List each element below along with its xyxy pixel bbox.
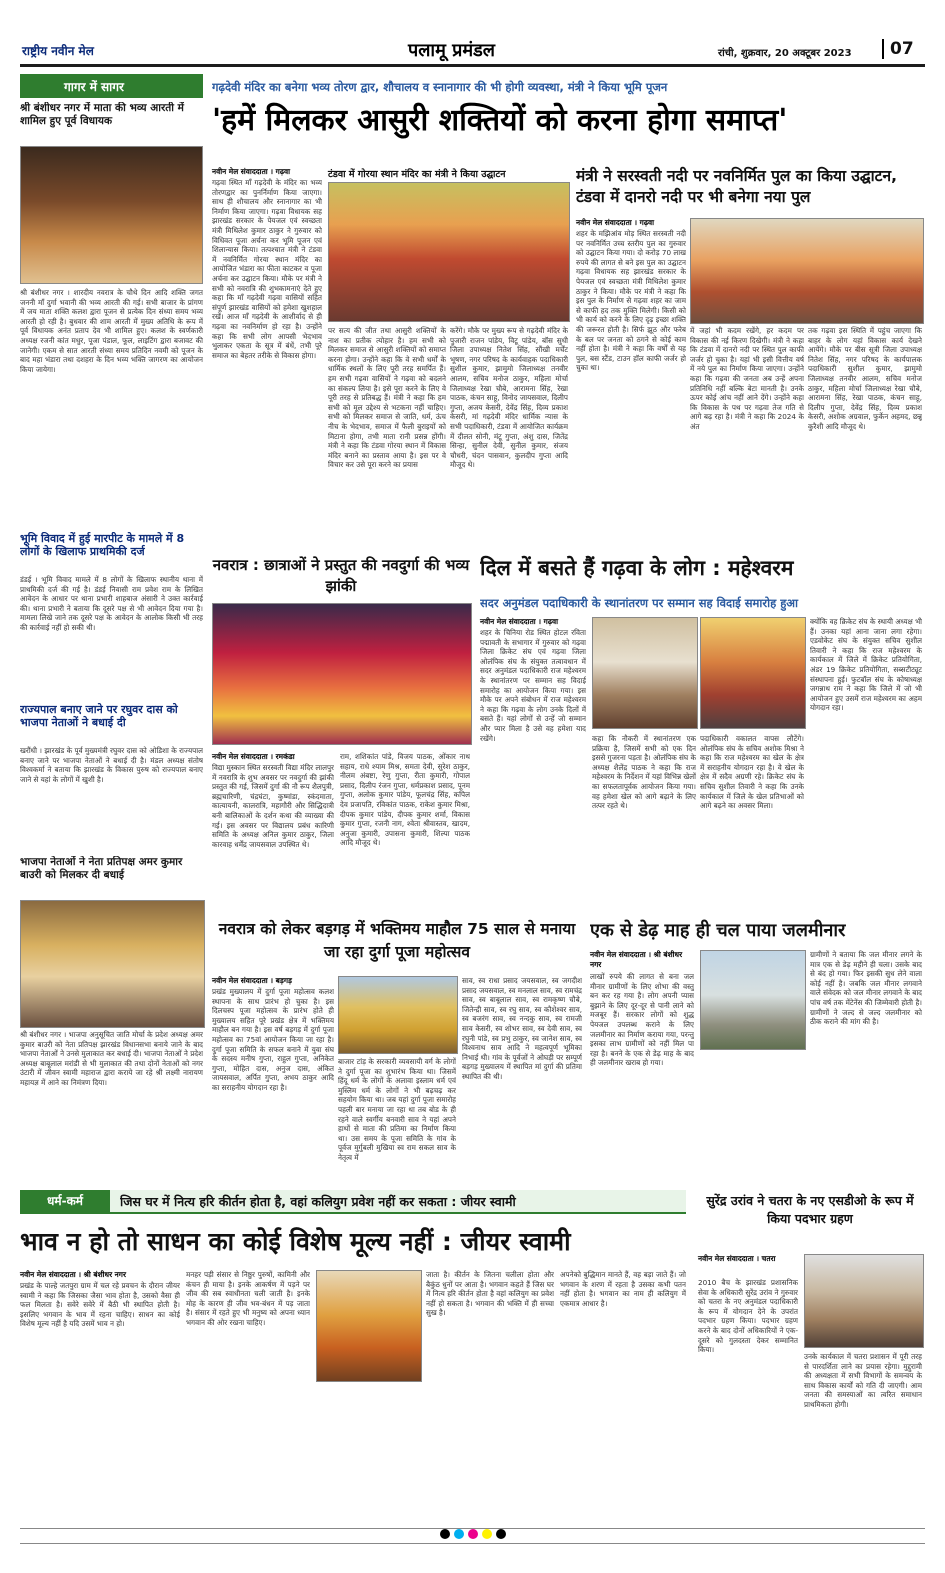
navratri-col2: राम, शशिकांत पांडे, विजय पाठक, ओंकार नाथ सहाय, राधे श्याम मिश्र, समता देवी, सुरेश ठाकुर, नीलम अंबष्टा, रेणु गुप्ता, रीता कुमारी, गोपाल प्रसाद, दिलीप रंजन गुप्ता, धर्मप्रकाश प्रसाद, पूनम गुप्ता, अलोक कुमार पांडेय, फूलचंद्र सिंह, कपिल देव प्रजापति, रविकांत पाठक, राकेश कुमार मिश्रा, दीपक कुमार पांडेय, दीपक कुमार शर्मा, विकास कुमार गुप्ता, रजनी नाग, श्वेता श्रीवास्तव, खादम, अनुजा कुमारी, उपासना कुमारी, शिल्पा पाठक आदि मौजूद थे।	[340, 752, 470, 848]
color-registration-bar	[20, 1528, 925, 1544]
page-number: 07	[882, 39, 914, 59]
bjp-leaders-photo	[20, 900, 205, 1028]
story-1-body: श्री बंशीधर नगर । शारदीय नवरात्र के चौथे दिन आदि शक्ति जगत जननी माँ दुर्गा भवानी की भव्य आरती की गई। सभी बाजार के प्रांगण में जय माता शक्ति कलश द्वारा पूजन से प्रत्येक दिन संध्या समय भव्य आरती हो रही है। बुधवार की शाम आरती में मुख्य अतिथि के रूप में पूर्व विधायक अनंत प्रताप देव भी शामिल हुए। कलश के स्वर्णकारी अध्यक्ष रजनी कांत मधुर, पूजा पंडाल, फूल, लाइटिंग द्वारा बजावट की जानेगी। एकम से सात आरती संध्या समय प्रतिदिन नवमी को पूजन के बाद महा भंडारा तथा दशहरा के दिन भव्य भक्ति जागरण का आयोजन किया जायेगा।	[20, 288, 203, 374]
story-4-headline: भाजपा नेताओं ने नेता प्रतिपक्ष अमर कुमार बाउरी को मिलकर दी बधाई	[20, 856, 183, 881]
durga-byline: नवीन मेल संवाददाता । बड़गड़	[212, 976, 292, 985]
top-story-col2: पर सत्य की जीत तथा आसुरी शक्तियों के नाश का प्रतीक त्योहार है। हम सभी को मिलकर समाज से आसुरी शक्तियों को समाप्त करना होगा। उन्होंने कहा कि वे सभी धर्मों के धार्मिक स्थलों के लिए पूरी तरह समर्पित हैं। हम सभी गढ़वा वासियों ने गढ़वा को बदलने का संकल्प लिया है। इसे पूरा करने के लिए वे पूरी तरह से प्रतिबद्ध हैं। मंत्री ने कहा कि हम सभी को मूल उद्देश्य से भटकना नहीं चाहिए। सभी को मिलकर समाज से जाति, धर्म, ऊंच नीच के भेदभाव, समाज में फैली बुराइयों को मिटाना होगा, तभी माता रानी प्रसन्न होंगी। मंत्री ने कहा कि टंडवा गोरया स्थान में विकास मंदिर बनाने का प्रस्ताव आया है। इस पर वे विचार कर उसे पूरा करने का प्रयास	[328, 326, 446, 470]
new-sdo-byline: नवीन मेल संवाददाता । चतरा	[698, 1254, 776, 1263]
navratri-byline: नवीन मेल संवाददाता । रमकंडा	[212, 752, 295, 761]
top-story-col1: गढ़वा स्थित माँ गढ़देवी के मंदिर का भव्य तोरणद्वार का पुनर्निर्माण किया जाएगा। साथ ही शौचालय और स्नानागार का भी निर्माण किया जाएगा। गढ़वा विधायक सह झारखंड सरकार के पेयजल एवं स्वच्छता मंत्री मिथिलेश कुमार ठाकुर ने गुरुवार को विधिवत पूजा अर्चना कर भूमि पूजन एवं शिलान्यास किया। तत्पश्चात मंत्री ने टंडवा में नवनिर्मित गोरया स्थान मंदिर का आयोजित भंडारा का फीता काटकर व पूजा अर्चना कर उद्घाटन किया। मौके पर मंत्री ने सभी को नवरात्रि की शुभकामनाएं देते हुए कहा कि माँ गढ़देवी गढ़वा वासियों सहित संपूर्ण झारखंड वासियों को हमेशा खुशहाल रखें। आज माँ गढ़देवी के आशीर्वाद से ही गढ़वा का नवनिर्माण हो रहा है। उन्होंने कहा कि सभी लोग आपसी भेदभाव भुलाकर एकता के सूत्र में बंधें, तभी पूरे समाज का बेहतर तरीके से विकास होगा।	[212, 178, 322, 360]
bridge-photo	[690, 218, 924, 324]
durga-col1: प्रखंड मुख्यालय में दुर्गा पूजा महोत्सव कलश स्थापना के साथ प्रारंभ हो चुका है। इस दिलचस्प पूजा महोत्सव के प्रारंभ होते ही मुख्यालय सहित पूरे प्रखंड क्षेत्र में भक्तिमय माहौल बन गया है। इस वर्ष बड़गड़ में दुर्गा पूजा महोत्सव का 75वां आयोजन किया जा रहा है। दुर्गा पूजा समिति के सफल बनाने में युवा संघ के सदस्य मनीष गुप्ता, राहुल गुप्ता, अनिकेत गुप्ता, मोहित दास, अनुज दास, अंकित जायसवाल, अर्पित गुप्ता, अभय ठाकुर आदि का सराहनीय योगदान रहा है।	[212, 987, 334, 1092]
sdo-headline: दिल में बसते हैं गढ़वा के लोग : महेश्वरम	[480, 556, 794, 580]
jiyar-swami-photo	[316, 1270, 422, 1382]
dharm-banner	[20, 1190, 686, 1214]
jiyar-headline: भाव न हो तो साधन का कोई विशेष मूल्य नहीं : जीयर स्वामी	[20, 1227, 571, 1256]
bridge-col3: तक गढ़वा इस स्थिति में पहुंच जाएगा कि बाहर के लोग यहां विकास कार्य देखने आयेंगे। मौके पर बीस सूत्री जिला उपाध्यक्ष नितेश सिंह, नगर परिषद के कार्यपालक पदाधिकारी सुशील कुमार, झामुमो जिलाध्यक्ष तनवीर आलम, सचिव मनोज ठाकुर, महिला मोर्चा जिलाध्यक्ष रेखा चौबे, आरामना सिंह, रेखा पाठक, कंचन साहू, दिलीप गुप्ता, देवेंद्र सिंह, दिव्य प्रकाश केसरी, अशोक अग्रवाल, फुर्केन अहमद, छन्नू कुरैशी आदि मौजूद थे।	[808, 326, 922, 431]
jalminar-photo	[700, 950, 806, 1050]
new-sdo-headline: सुरेंद्र उरांव ने चतरा के नए एसडीओ के रूप में किया पदभार ग्रहण	[706, 1193, 914, 1226]
top-story-col3: करेंगे। मौके पर मुख्य रूप से गढ़देवी मंदिर के पुजारी राजन पांडेय, विटू पांडेय, बॉस सुधी जिला उपाध्यक्ष नितेश सिंह, सौंखी मर्चेंट भूषण, नगर परिषद के कार्यवाहक पदाधिकारी सुशील कुमार, झामुमो जिलाध्यक्ष तनवीर आलम, सचिव मनोज ठाकुर, महिला मोर्चा जिलाध्यक्ष रेखा चौबे, आरामना सिंह, रेखा पाठक, कंचन साहू, विनोद जायसवाल, दिलीप गुप्ता, अजय केसरी, देवेंद्र सिंह, दिव्य प्रकाश केसरी, मां गढ़देवी मंदिर धार्मिक न्यास के सभी पदाधिकारी, टंडवा में आयोजित कार्यक्रम में दीलत सोनी, मंटू गुप्ता, अंशु दास, जितेंद्र सिन्हा, सुनील देवी, सुनील कुमार, संजय चौधरी, चंदन पासवान, कुलदीप गुप्ता आदि मौजूद थे।	[450, 326, 568, 470]
section-label: गागर में सागर	[20, 74, 203, 98]
bridge-col1: शहर के मझिआंव मोड़ स्थित सरस्वती नदी पर नवनिर्मित उच्च स्तरीय पुल का गुरुवार को उद्घाटन किया गया। दो करोड़ 70 लाख रुपये की लागत से बने इस पुल का उद्घाटन गढ़वा विधायक सह झारखंड सरकार के पेयजल एवं स्वच्छता मंत्री मिथिलेश कुमार ठाकुर ने किया। मौके पर मंत्री ने कहा कि इस पुल के निर्माण से गढ़वा शहर का जाम से काफी हद तक मुक्ति मिलेगी। किसी को भी कार्य को करने के लिए दृढ़ इच्छा शक्ति की जरूरत होती है। सिर्फ झूठ और फरेब के बल पर जनता को ठगने से कोई काम नहीं होता है। मंत्री ने कहा कि वर्षों से यह पुल, बस स्टैंड, टाउन हॉल काफी जर्जर हो चुका था।	[576, 229, 686, 373]
jiyar-byline: नवीन मेल संवाददाता । श्री बंशीधर नगर	[20, 1270, 126, 1279]
tandwa-caption: टंडवा में गोरया स्थान मंदिर का मंत्री ने किया उद्घाटन	[328, 169, 506, 180]
new-sdo-col2: उनके कार्यकाल में चतरा प्रशासन में पूरी तरह से पारदर्शिता लाने का प्रयास रहेगा। मुद्दुरामी की अध्यक्षता में सभी विभागों के समन्वय के साथ विकास कार्यों को गति दी जाएगी। आम जनता की समस्याओं का त्वरित समाधान प्राथमिकता होगी।	[804, 1352, 922, 1409]
sdo-col3: पदाधिकारी वकालत वापस लौटेंगे। ओलंपिक संघ के सचिव अशोक मिश्रा ने कहा कि राज महेश्वरम का खेल के क्षेत्र में सराहनीय योगदान रहा है। वे खेल के क्षेत्र में सदैव अग्रणी रहे। क्रिकेट संघ के सचिव सुशील तिवारी ने कहा कि उनके कार्यकाल में जिले के खेल प्रतिभाओं को आगे बढ़ने का अवसर मिला।	[700, 734, 804, 811]
sdo-col4: क्योंकि वह क्रिकेट संघ के स्थायी अध्यक्ष भी हैं। उनका यहां आना जाना लगा रहेगा। एडवोकेट संघ के संयुक्त सचिव सुशील तिवारी ने कहा कि राज महेश्वरम के कार्यकाल में जिले में क्रिकेट प्रतियोगिता, अंडर 19 क्रिकेट प्रतियोगिता, सब्सटीट्यूट संस्थापना हुई। फुटबॉल संघ के कोषाध्यक्ष जगन्नाथ राम ने कहा कि जिले में जो भी आयोजन हुए उसमें राज महेश्वरम का अहम योगदान रहा।	[810, 617, 922, 713]
jalminar-col1: लाखों रुपये की लागत से बना जल मीनार ग्रामीणों के लिए शोभा की वस्तु बन कर रह गया है। लोग अपनी प्यास बुझाने के लिए दूर-दूर से पानी लाने को मजबूर हैं। सरकार लोगों को शुद्ध पेयजल उपलब्ध कराने के लिए जलमीनार का निर्माण कराया गया, परन्तु इसका लाभ ग्रामीणों को नहीं मिल पा रहा है। बनने के एक से डेढ़ माह के बाद ही जलमीनार खराब हो गया।	[590, 972, 694, 1068]
durga-col3: साव, स्व राधा प्रसाद जयसवाल, स्व जगदीश प्रसाद जयसवाल, स्व मनलाल साव, स्व रामचंद्र साव, स्व बाबूलाल साव, स्व रामकृष्ण चौबे, जितेन्द्री साव, स्व रघु साव, स्व कौशेश्वर साव, स्व बजरंग साव, स्व नन्दकु साव, स्व रामजी साव केसरी, स्व शोभर साव, स्व देवी साव, स्व रघुनी पांडे, स्व प्रभु ठाकुर, स्व जानेश साव, स्व विश्वनाथ साव आदि ने महत्वपूर्ण भूमिका निभाई थी। गांव के पूर्वजों ने ओघड़ी पर सम्पूर्ण बड़गड़ मुख्यालय में स्थापित मां दुर्गा की प्रतिमा स्थापित की थी।	[462, 976, 582, 1081]
story-2-headline: भूमि विवाद में हुई मारपीट के मामले में 8 लोगों के खिलाफ प्राथमिकी दर्ज	[20, 532, 185, 558]
dharm-label: धर्म-कर्म	[20, 1190, 110, 1212]
section-title: पलामू प्रमंडल	[408, 40, 495, 61]
sdo-farewell-photo-1	[592, 617, 698, 729]
new-sdo-photo	[804, 1254, 924, 1348]
dateline: रांची, शुक्रवार, 20 अक्टूबर 2023	[718, 48, 852, 59]
jalminar-col2: ग्रामीणों ने बताया कि जल मीनार लगने के मात्र एक से डेढ़ महीने ही चला। उसके बाद से बंद हो गया। फिर इसकी सुध लेने वाला कोई नहीं है। जबकि जल मीनार लगवाने वाले संवेदक को जल मीनार लगवाने के बाद पांच वर्ष तक मेंटेनेंस की जिम्मेवारी होती है। ग्रामीणों ने जल्द से जल्द जलमीनार को ठीक कराने की मांग की है।	[810, 950, 922, 1027]
sdo-farewell-photo-2	[700, 617, 806, 729]
top-story-kicker: गढ़देवी मंदिर का बनेगा भव्य तोरण द्वार, शौचालय व स्नानागार की भी होगी व्यवस्था, मंत्री ने किया भूमि पूजन	[212, 80, 668, 94]
story-4-body: श्री बंशीधर नगर । भाजपा अनुसूचित जाति मोर्चा के प्रदेश अध्यक्ष अमर कुमार बाउरी को नेता प्रतिपक्ष झारखंड विधानसभा बनाये जाने के बाद भाजपा नेताओं ने उनसे मुलाकात कर बधाई दी। भाजपा नेताओं ने प्रदेश अध्यक्ष बाबूलाल मरांडी से भी मुलाकात की तथा दोनों नेताओं को नगर उंटारी में जीवन स्वामी महाराज द्वारा कराये जा रहे श्री लक्ष्मी नारायण महायज्ञ में आने का निमंत्रण दिया।	[20, 1030, 203, 1087]
navratri-headline: नवरात्र : छात्राओं ने प्रस्तुत की नवदुर्गा की भव्य झांकी	[212, 556, 470, 595]
jiyar-col3: जाता है। कीर्तन के जितना चलीला होता और बैकुंठ धुनों पर आता है। भगवान कहते हैं जिस घर में नित्य हरि कीर्तन होता है वहां कलियुग का प्रवेश नहीं हो सकता है। भगवान की भक्ति में ही सच्चा सुख है।	[426, 1270, 554, 1318]
navdurga-jhanki-photo	[212, 603, 472, 745]
masthead	[20, 36, 925, 67]
story-3-headline: राज्यपाल बनाए जाने पर रघुवर दास को भाजपा नेताओं ने बधाई दी	[20, 703, 178, 729]
navratri-col1: विद्या मुस्कान स्थित सरस्वती विद्या मंदिर लालपुर में नवरात्रि के शुभ अवसर पर नवदुर्गा की झांकी प्रस्तुत की गई, जिसमें दुर्गा की नौ रूप शैलपुत्री, ब्रह्मचारिणी, चंद्रघंटा, कुष्मांडा, स्कंदमाता, कात्यायनी, कालरात्रि, महागौरी और सिद्धिदात्री बनी बालिकाओं के दर्शन कथा की व्याख्या की गई। इस अवसर पर विद्यालय प्रबंध कारिणी समिति के अध्यक्ष अनिल कुमार ठाकुर, जिला कारवाह धर्मेंद्र जायसवाल उपस्थित थे।	[212, 763, 334, 849]
sdo-col1: शहर के चिनिया रोड स्थित होटल रविता पद्मावती के सभागार में गुरुवार को गढ़वा जिला क्रिकेट संघ एवं गढ़वा जिला ओलंपिक संघ के संयुक्त तत्वावधान में सदर अनुमंडल पदाधिकारी राज महेश्वरम के स्थानांतरण पर सम्मान सह विदाई समारोह का आयोजन किया गया। इस मौके पर अपने संबोधन में राज महेश्वरम ने कहा कि गढ़वा के लोग उनके दिलों में बसते हैं। यहां लोगों से उन्हें जो सम्मान और प्यार मिला है उसे वह हमेशा याद रखेंगे।	[480, 628, 586, 743]
bridge-byline: नवीन मेल संवाददाता । गढ़वा	[576, 218, 655, 227]
sdo-byline: नवीन मेल संवाददाता । गढ़वा	[480, 617, 559, 626]
jiyar-col2: मनहर पड़ी संसार से निष्ठुर पुरुषों, कामिनी और कंचन ही माया है। इनके आकर्षण में पड़ने पर जीव की सब स्वाधीनता चली जाती है। इनके मोह के कारण ही जीव भव-बंधन में पड़ जाता है। संसार में रहते हुए भी मनुष्य को अपना ध्यान भगवान की ओर रखना चाहिए।	[186, 1270, 310, 1327]
jiyar-col1: प्रखंड के पाल्हे जतपुरा ग्राम में चल रहे प्रवचन के दौरान जीयर स्वामी ने कहा कि जिसका जैसा भाव होता है, उसको वैसा ही फल मिलता है। सवेरे सवेरे में बैठी भी स्थापित होती है। इसलिए भगवान के भाव में रहना चाहिए। साधन का कोई विशेष मूल्य नहीं है यदि उसमें भाव न हो।	[20, 1281, 180, 1329]
jalminar-headline: एक से डेढ़ माह ही चल पाया जलमीनार	[590, 920, 846, 941]
top-story-byline: नवीन मेल संवाददाता । गढ़वा	[212, 167, 291, 176]
tandwa-temple-photo	[328, 182, 570, 322]
sdo-subhead: सदर अनुमंडल पदाधिकारी के स्थानांतरण पर सम्मान सह विदाई समारोह हुआ	[480, 596, 799, 610]
story-1-headline: श्री बंशीधर नगर में माता की भव्य आरती में शामिल हुए पूर्व विधायक	[20, 102, 184, 127]
dharm-text: जिस घर में नित्य हरि कीर्तन होता है, वहां कलियुग प्रवेश नहीं कर सकता : जीयर स्वामी	[120, 1194, 516, 1209]
new-sdo-col1: 2010 बैच के झारखंड प्रशासनिक सेवा के अधिकारी सुरेंद्र उरांव ने गुरुवार को चतरा के नए अनुमंडल पदाधिकारी के रूप में योगदान देने के उपरांत पदभार ग्रहण किया। पदभार ग्रहण करने के बाद दोनों अधिकारियों ने एक-दूसरे को गुलदस्ता देकर सम्मानित किया।	[698, 1278, 798, 1355]
durga-pandal-photo	[338, 976, 458, 1054]
bridge-headline: मंत्री ने सरस्वती नदी पर नवनिर्मित पुल का किया उद्घाटन, टंडवा में दानरो नदी पर भी बनेगा नया पुल	[576, 167, 897, 206]
story-2-body: डंडई । भूमि विवाद मामले में 8 लोगों के खिलाफ स्थानीय थाना में प्राथमिकी दर्ज की गई है। डंडई निवासी राम प्रवेश राम के लिखित आवेदन के आधार पर थाना प्रभारी शाहबाज अंसारी ने उक्त कार्रवाई की। थाना प्रभारी ने बताया कि दूसरे पक्ष से भी आवेदन दिया गया है। मामला लिखे जाने तक दूसरे पक्ष के आवेदन के आलोक किसी भी तरह की कार्रवाई नहीं हो सकी थी।	[20, 575, 203, 632]
paper-name: राष्ट्रीय नवीन मेल	[22, 44, 94, 58]
aarti-photo	[20, 146, 203, 284]
jalminar-byline: नवीन मेल संवाददाता । श्री बंशीधर नगर	[590, 950, 683, 969]
bridge-col2: में जहां भी कदम रखेंगे, हर कदम पर विकास की नई किरण दिखेगी। मंत्री ने कहा कि टंडवा में दानरो नदी पर स्थित पुल काफी जर्जर हो चुका है। यहां भी इसी वित्तीय वर्ष में नये पुल का निर्माण किया जाएगा। उन्होंने कहा कि गढ़वा की जनता अब उन्हें अपना प्रतिनिधि नहीं बल्कि बेटा मानती है। उनके ऊपर कोई आंच नहीं आने देंगे। उन्होंने कहा कि विकास के पथ पर गढ़वा तेज गति से आगे बढ़ रहा है। मंत्री ने कहा कि 2024 के अंत	[690, 326, 804, 431]
durga-col2: बाजार टांड़ के सरकारी व्यवसायी वर्ग के लोगों ने दुर्गा पूजा का शुभारंभ किया था। जिसमें हिंदू धर्म के लोगों के अलावा इस्लाम धर्म एवं मुस्लिम धर्म के लोगों ने भी बढ़चढ़ कर सहयोग किया था। जब यहां दुर्गा पूजा समारोह पहली बार मनाया जा रहा था तब बोड के ही रहने वाले स्वर्गीय बनवारी साव ने यहां अपने हाथों से माता की प्रतिमा का निर्माण किया था। उस समय के पूजा समिति के गांव के पूर्वज मुर्गुबली मुखिया स्व राम सकल साव के नेतृत्व में	[338, 1057, 456, 1162]
top-story-headline: 'हमें मिलकर आसुरी शक्तियों को करना होगा समाप्त'	[212, 103, 788, 138]
sdo-col2: कहा कि नौकरी में स्थानांतरण एक प्रक्रिया है, जिसमें सभी को एक दिन इससे गुजरना पड़ता है। ओलंपिक संघ के अध्यक्ष शैलेंद्र पाठक ने कहा कि राज महेश्वरम के निर्देशन में यहां विभिन्न खेलों का सफलतापूर्वक आयोजन किया गया। वह हमेशा खेल को आगे बढ़ाने के लिए तत्पर रहते थे।	[592, 734, 696, 811]
durga-headline: नवरात्र को लेकर बड़गड़ में भक्तिमय माहौल 75 साल से मनाया जा रहा दुर्गा पूजा महोत्सव	[218, 920, 576, 961]
story-3-body: खरौंधी । झारखंड के पूर्व मुख्यमंत्री रघुवर दास को ओडिशा के राज्यपाल बनाए जाने पर भाजपा नेताओं ने बधाई दी है। मंडल अध्यक्ष संतोष विश्वकर्मा ने बताया कि झारखंड के विकास पुरुष को राज्यपाल बनाए जाने से यहां के लोगों में खुशी है।	[20, 746, 203, 784]
jiyar-col4: अपनेको बुद्धिमान मानते हैं, वह बड़ा जाते हैं। जो भगवान के शरण में रहता है उसका कभी पतन नहीं होता है। भगवान का नाम ही कलियुग में एकमात्र आधार है।	[560, 1270, 686, 1308]
